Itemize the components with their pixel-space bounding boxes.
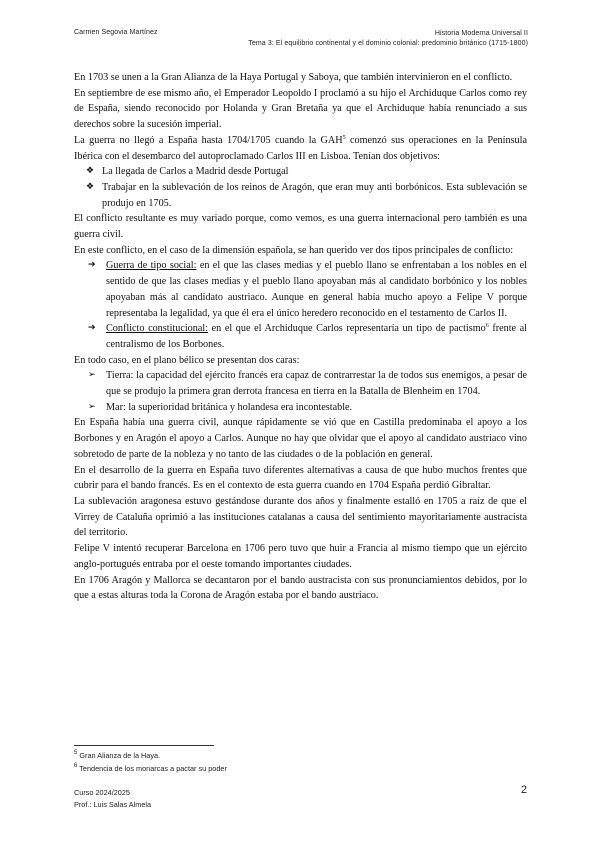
page-number: 2 — [520, 784, 527, 796]
arrowhead-bullet-icon: ➢ — [88, 401, 96, 412]
footer-course: Curso 2024/2025 — [74, 788, 130, 797]
paragraph: Felipe V intentó recuperar Barcelona en 1706 pero tuvo que huir a Francia al mismo tiempo que un ejército anglo-portugués entraba por el oeste tomando importantes ciudades. — [74, 543, 527, 570]
paragraph: En este conflicto, en el caso de la dimensión española, se han querido ver dos tipos principales de conflicto: — [74, 244, 514, 256]
footnote: $^5$ Gran Alianza de la Haya. — [74, 750, 161, 760]
conflict-title: Guerra de tipo social: — [106, 260, 197, 272]
arrowhead-bullet-icon: ➢ — [88, 370, 96, 381]
paragraph: La sublevación aragonesa estuvo gestándose durante dos años y finalmente estalló en 1705 a raíz de que el Virrey de Cataluña oprimió a las instituciones catalanas a causa del sentimiento mayoritariamente austracista del territorio. — [74, 495, 527, 539]
arrow-bullet-icon: ➔ — [88, 260, 96, 271]
paragraph: En España había una guerra civil, aunque rápidamente se vió que en Castilla predominaba el apoyo a los Borbones y en Aragón el apoyo a Carlos. Aunque no hay que olvidar que el apoyo al candidato austriaco vino sobretodo de parte de la nobleza y no tanto de las ciudades o de la población en general. — [74, 417, 527, 460]
header-course-title: Historia Moderna Universal II — [434, 30, 528, 37]
header-right — [248, 29, 528, 49]
face-list-item: ➢ Tierra: la capacidad del ejército francés era capaz de contrarrestar la de todos sus enemigos, a pesar de que se produjo la primera gran derrota francesa en tierra en la Batalla de Blenheim en 1704. — [88, 370, 527, 398]
paragraph: La guerra no llegó a España hasta 1704/1705 cuando la GAH$^5$ comenzó sus operaciones en la Península Ibérica con el desembarco del autoproclamado Carlos III en Lisboa. Tenían dos objetivos: — [74, 134, 527, 162]
diamond-bullet-icon: ❖ — [86, 181, 95, 192]
arrow-bullet-icon: ➔ — [88, 323, 96, 334]
conflict-list-item: ➔ Guerra de tipo social: en el que las clases medias y el pueblo llano se enfrentaban a los nobles en el sentido de que las clases medias y el pueblo llano apoyaban más al candidato borbónico y los nobles apoyaban más al candidato austriaco. Aunque en general había mucho apoyo a Felipe V porque representaba la legalidad, ya que él era el único heredero reconocido en el testamento de Carlos II. — [88, 260, 527, 319]
footnote-separator — [74, 745, 214, 746]
footnote-ref: 6 — [485, 323, 489, 330]
document-body — [74, 70, 527, 604]
conflict-title: Conflicto constitucional: — [106, 323, 209, 335]
paragraph: En 1703 se unen a la Gran Alianza de la Haya Portugal y Saboya, que también intervinieron en el conflicto. — [74, 72, 513, 83]
footer-professor: Prof.: Luis Salas Almela — [74, 800, 152, 809]
diamond-bullet-icon: ❖ — [86, 166, 95, 177]
footnote: $^6$ Tendencia de los monarcas a pactar su poder — [74, 763, 227, 773]
objective-list-item: ❖ Trabajar en la sublevación de los reinos de Aragón, que eran muy anti borbónicos. Esta sublevación se produjo en 1705. — [86, 181, 527, 209]
paragraph: El conflicto resultante es muy variado porque, como vemos, es una guerra internacional pero también es una guerra civil. — [74, 213, 527, 241]
paragraph: En el desarrollo de la guerra en España tuvo diferentes alternativas a causa de que hubo muchos frentes que cubrir para el bando francés. Es en el contexto de esta guerra cuando en 1704 España perdió Gibraltar. — [74, 464, 527, 492]
header-topic: Tema 3: El equilibrio continental y el dominio colonial: predominio británico (1715-1800) — [248, 40, 528, 47]
paragraph: En 1706 Aragón y Mallorca se decantaron por el bando austracista con sus pronunciamientos debidos, por lo que a estas alturas toda la Corona de Aragón estaba por el bando austriaco. — [74, 574, 527, 602]
footer — [74, 787, 151, 811]
conflict-list-item: ➔ Conflicto constitucional: en el que el Archiduque Carlos representaría un tipo de pactismo$^6$ frente al centralismo de los Borbones. — [88, 323, 528, 350]
objective-list-item: ❖ La llegada de Carlos a Madrid desde Portugal — [74, 164, 527, 180]
face-list-item: ➢ Mar: la superioridad británica y holandesa era incontestable. — [74, 400, 527, 416]
paragraph: En todo caso, en el plano bélico se presentan dos caras: — [74, 354, 300, 366]
header-author: Carmen Segovia Martínez — [74, 29, 158, 36]
footnote-ref: 5 — [342, 134, 346, 141]
paragraph: En septiembre de ese mismo año, el Emperador Leopoldo I proclamó a su hijo el Archiduque Carlos como rey de España, siendo reconocido por Holanda y Gran Bretaña ya que el Archiduque había renunciado a sus derechos sobre la sucesión imperial. — [74, 87, 527, 131]
